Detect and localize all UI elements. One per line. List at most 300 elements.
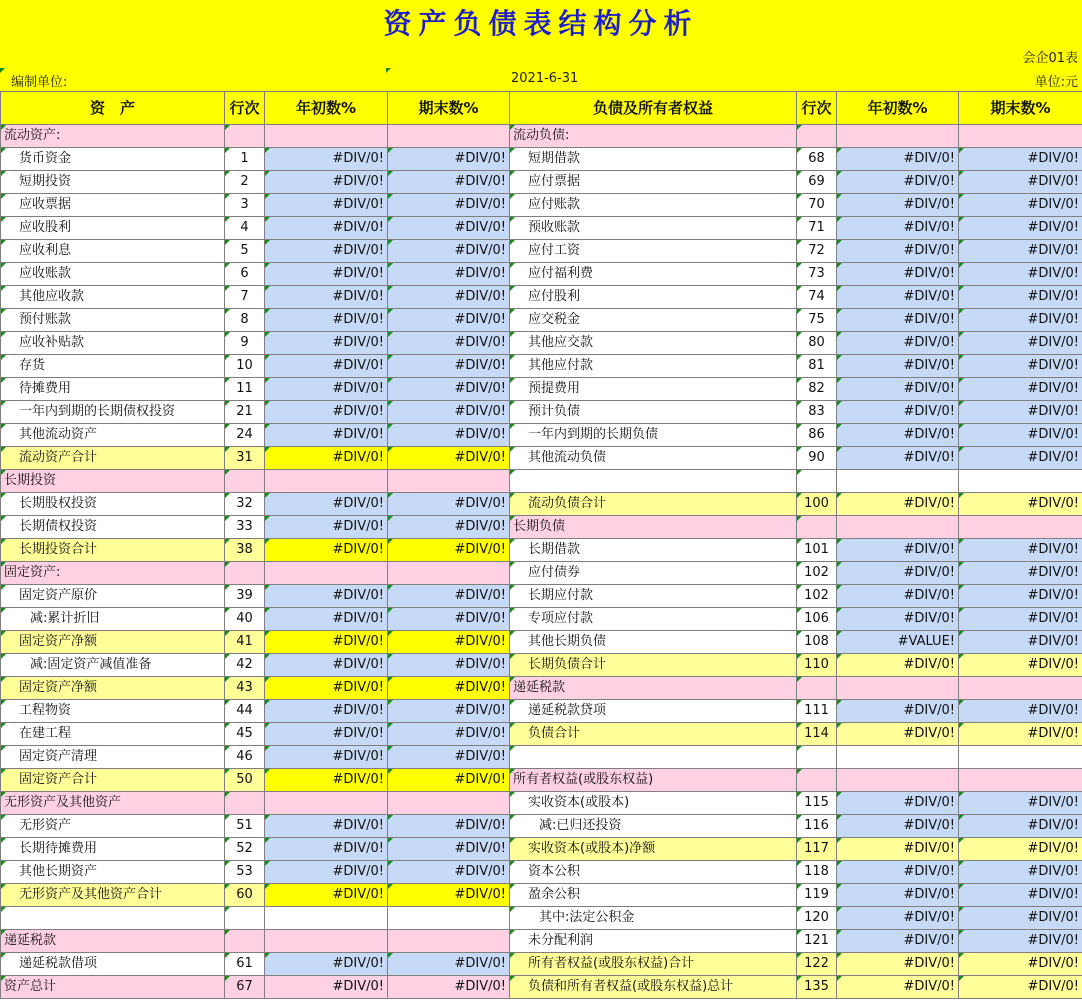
line-number-cell[interactable]: 80 — [797, 332, 837, 355]
end-pct-cell[interactable]: #DIV/0! — [959, 654, 1082, 677]
end-pct-cell[interactable]: #DIV/0! — [388, 723, 510, 746]
begin-pct-cell[interactable]: #DIV/0! — [265, 240, 388, 263]
begin-pct-cell[interactable]: #DIV/0! — [837, 953, 959, 976]
end-pct-cell[interactable] — [959, 125, 1082, 148]
line-number-cell[interactable]: 5 — [225, 240, 265, 263]
end-pct-cell[interactable]: #DIV/0! — [959, 585, 1082, 608]
begin-pct-cell[interactable]: #DIV/0! — [265, 723, 388, 746]
begin-pct-cell[interactable]: #DIV/0! — [265, 861, 388, 884]
begin-pct-cell[interactable]: #DIV/0! — [837, 493, 959, 516]
begin-pct-cell[interactable]: #DIV/0! — [265, 263, 388, 286]
item-name-cell[interactable]: 存货 — [1, 355, 225, 378]
header-begin-pct-right[interactable]: 年初数% — [837, 92, 959, 125]
item-name-cell[interactable]: 应收票据 — [1, 194, 225, 217]
item-name-cell[interactable]: 预计负债 — [510, 401, 797, 424]
item-name-cell[interactable]: 固定资产净额 — [1, 677, 225, 700]
line-number-cell[interactable]: 42 — [225, 654, 265, 677]
item-name-cell[interactable]: 待摊费用 — [1, 378, 225, 401]
line-number-cell[interactable]: 68 — [797, 148, 837, 171]
end-pct-cell[interactable]: #DIV/0! — [388, 332, 510, 355]
begin-pct-cell[interactable]: #DIV/0! — [265, 194, 388, 217]
item-name-cell[interactable]: 预收账款 — [510, 217, 797, 240]
begin-pct-cell[interactable]: #DIV/0! — [265, 286, 388, 309]
end-pct-cell[interactable]: #DIV/0! — [388, 447, 510, 470]
begin-pct-cell[interactable]: #DIV/0! — [265, 217, 388, 240]
begin-pct-cell[interactable]: #DIV/0! — [265, 148, 388, 171]
end-pct-cell[interactable] — [959, 470, 1082, 493]
end-pct-cell[interactable]: #DIV/0! — [959, 700, 1082, 723]
end-pct-cell[interactable] — [959, 746, 1082, 769]
line-number-cell[interactable] — [225, 125, 265, 148]
line-number-cell[interactable]: 4 — [225, 217, 265, 240]
begin-pct-cell[interactable] — [837, 746, 959, 769]
line-number-cell[interactable]: 11 — [225, 378, 265, 401]
line-number-cell[interactable] — [225, 470, 265, 493]
end-pct-cell[interactable]: #DIV/0! — [388, 677, 510, 700]
end-pct-cell[interactable] — [388, 930, 510, 953]
item-name-cell[interactable]: 工程物资 — [1, 700, 225, 723]
begin-pct-cell[interactable] — [837, 677, 959, 700]
item-name-cell[interactable]: 流动负债: — [510, 125, 797, 148]
line-number-cell[interactable]: 115 — [797, 792, 837, 815]
line-number-cell[interactable]: 101 — [797, 539, 837, 562]
item-name-cell[interactable]: 减:累计折旧 — [1, 608, 225, 631]
item-name-cell[interactable]: 其他应收款 — [1, 286, 225, 309]
line-number-cell[interactable]: 53 — [225, 861, 265, 884]
end-pct-cell[interactable]: #DIV/0! — [388, 355, 510, 378]
line-number-cell[interactable]: 46 — [225, 746, 265, 769]
end-pct-cell[interactable]: #DIV/0! — [959, 355, 1082, 378]
end-pct-cell[interactable]: #DIV/0! — [388, 263, 510, 286]
line-number-cell[interactable]: 111 — [797, 700, 837, 723]
end-pct-cell[interactable]: #DIV/0! — [959, 861, 1082, 884]
item-name-cell[interactable]: 负债和所有者权益(或股东权益)总计 — [510, 976, 797, 999]
end-pct-cell[interactable]: #DIV/0! — [388, 884, 510, 907]
line-number-cell[interactable]: 86 — [797, 424, 837, 447]
line-number-cell[interactable] — [797, 125, 837, 148]
item-name-cell[interactable]: 预提费用 — [510, 378, 797, 401]
item-name-cell[interactable] — [510, 746, 797, 769]
item-name-cell[interactable]: 流动负债合计 — [510, 493, 797, 516]
begin-pct-cell[interactable]: #DIV/0! — [837, 861, 959, 884]
line-number-cell[interactable]: 71 — [797, 217, 837, 240]
begin-pct-cell[interactable]: #DIV/0! — [837, 447, 959, 470]
item-name-cell[interactable]: 长期股权投资 — [1, 493, 225, 516]
line-number-cell[interactable]: 50 — [225, 769, 265, 792]
item-name-cell[interactable]: 资本公积 — [510, 861, 797, 884]
line-number-cell[interactable]: 73 — [797, 263, 837, 286]
begin-pct-cell[interactable]: #DIV/0! — [837, 562, 959, 585]
item-name-cell[interactable]: 盈余公积 — [510, 884, 797, 907]
begin-pct-cell[interactable] — [837, 125, 959, 148]
end-pct-cell[interactable] — [388, 125, 510, 148]
line-number-cell[interactable]: 3 — [225, 194, 265, 217]
item-name-cell[interactable]: 短期投资 — [1, 171, 225, 194]
item-name-cell[interactable]: 其中:法定公积金 — [510, 907, 797, 930]
begin-pct-cell[interactable]: #DIV/0! — [837, 286, 959, 309]
begin-pct-cell[interactable]: #DIV/0! — [837, 217, 959, 240]
end-pct-cell[interactable]: #DIV/0! — [959, 286, 1082, 309]
begin-pct-cell[interactable]: #DIV/0! — [265, 424, 388, 447]
end-pct-cell[interactable]: #DIV/0! — [388, 815, 510, 838]
item-name-cell[interactable]: 递延税款贷项 — [510, 700, 797, 723]
end-pct-cell[interactable]: #DIV/0! — [959, 401, 1082, 424]
line-number-cell[interactable]: 44 — [225, 700, 265, 723]
begin-pct-cell[interactable] — [265, 907, 388, 930]
end-pct-cell[interactable]: #DIV/0! — [959, 378, 1082, 401]
begin-pct-cell[interactable]: #DIV/0! — [837, 608, 959, 631]
end-pct-cell[interactable]: #DIV/0! — [959, 148, 1082, 171]
item-name-cell[interactable]: 预付账款 — [1, 309, 225, 332]
begin-pct-cell[interactable]: #DIV/0! — [265, 355, 388, 378]
line-number-cell[interactable]: 60 — [225, 884, 265, 907]
item-name-cell[interactable]: 其他长期负债 — [510, 631, 797, 654]
item-name-cell[interactable]: 其他应交款 — [510, 332, 797, 355]
end-pct-cell[interactable]: #DIV/0! — [388, 217, 510, 240]
header-liabilities-equity[interactable]: 负债及所有者权益 — [510, 92, 797, 125]
end-pct-cell[interactable]: #DIV/0! — [388, 838, 510, 861]
line-number-cell[interactable] — [225, 907, 265, 930]
end-pct-cell[interactable]: #DIV/0! — [388, 608, 510, 631]
header-end-pct-right[interactable]: 期末数% — [959, 92, 1082, 125]
item-name-cell[interactable]: 递延税款 — [510, 677, 797, 700]
begin-pct-cell[interactable]: #DIV/0! — [265, 493, 388, 516]
end-pct-cell[interactable]: #DIV/0! — [388, 769, 510, 792]
begin-pct-cell[interactable]: #DIV/0! — [837, 194, 959, 217]
item-name-cell[interactable]: 应交税金 — [510, 309, 797, 332]
line-number-cell[interactable]: 118 — [797, 861, 837, 884]
item-name-cell[interactable]: 长期债权投资 — [1, 516, 225, 539]
end-pct-cell[interactable]: #DIV/0! — [959, 608, 1082, 631]
end-pct-cell[interactable]: #DIV/0! — [959, 194, 1082, 217]
line-number-cell[interactable]: 82 — [797, 378, 837, 401]
item-name-cell[interactable]: 一年内到期的长期负债 — [510, 424, 797, 447]
line-number-cell[interactable]: 110 — [797, 654, 837, 677]
item-name-cell[interactable] — [510, 470, 797, 493]
item-name-cell[interactable]: 应付账款 — [510, 194, 797, 217]
end-pct-cell[interactable]: #DIV/0! — [959, 217, 1082, 240]
item-name-cell[interactable]: 固定资产清理 — [1, 746, 225, 769]
line-number-cell[interactable]: 10 — [225, 355, 265, 378]
line-number-cell[interactable]: 51 — [225, 815, 265, 838]
begin-pct-cell[interactable]: #DIV/0! — [837, 332, 959, 355]
end-pct-cell[interactable]: #DIV/0! — [959, 884, 1082, 907]
header-begin-pct[interactable]: 年初数% — [265, 92, 388, 125]
line-number-cell[interactable]: 9 — [225, 332, 265, 355]
begin-pct-cell[interactable]: #DIV/0! — [265, 677, 388, 700]
item-name-cell[interactable]: 其他流动负债 — [510, 447, 797, 470]
header-assets[interactable]: 资 产 — [1, 92, 225, 125]
item-name-cell[interactable]: 长期投资 — [1, 470, 225, 493]
item-name-cell[interactable]: 长期借款 — [510, 539, 797, 562]
line-number-cell[interactable]: 40 — [225, 608, 265, 631]
begin-pct-cell[interactable]: #DIV/0! — [265, 539, 388, 562]
line-number-cell[interactable]: 108 — [797, 631, 837, 654]
begin-pct-cell[interactable]: #DIV/0! — [837, 838, 959, 861]
item-name-cell[interactable]: 应付福利费 — [510, 263, 797, 286]
line-number-cell[interactable]: 74 — [797, 286, 837, 309]
end-pct-cell[interactable]: #DIV/0! — [388, 976, 510, 999]
end-pct-cell[interactable]: #DIV/0! — [959, 723, 1082, 746]
end-pct-cell[interactable]: #DIV/0! — [388, 148, 510, 171]
line-number-cell[interactable]: 67 — [225, 976, 265, 999]
item-name-cell[interactable]: 应付股利 — [510, 286, 797, 309]
line-number-cell[interactable]: 119 — [797, 884, 837, 907]
begin-pct-cell[interactable] — [837, 470, 959, 493]
line-number-cell[interactable] — [797, 746, 837, 769]
begin-pct-cell[interactable]: #DIV/0! — [265, 815, 388, 838]
begin-pct-cell[interactable]: #DIV/0! — [265, 976, 388, 999]
end-pct-cell[interactable] — [959, 769, 1082, 792]
end-pct-cell[interactable]: #DIV/0! — [388, 631, 510, 654]
line-number-cell[interactable]: 32 — [225, 493, 265, 516]
end-pct-cell[interactable]: #DIV/0! — [388, 424, 510, 447]
item-name-cell[interactable] — [1, 907, 225, 930]
line-number-cell[interactable]: 102 — [797, 562, 837, 585]
line-number-cell[interactable]: 100 — [797, 493, 837, 516]
item-name-cell[interactable]: 专项应付款 — [510, 608, 797, 631]
item-name-cell[interactable]: 货币资金 — [1, 148, 225, 171]
line-number-cell[interactable]: 21 — [225, 401, 265, 424]
begin-pct-cell[interactable]: #DIV/0! — [265, 884, 388, 907]
line-number-cell[interactable]: 72 — [797, 240, 837, 263]
line-number-cell[interactable]: 33 — [225, 516, 265, 539]
item-name-cell[interactable]: 长期负债合计 — [510, 654, 797, 677]
line-number-cell[interactable]: 52 — [225, 838, 265, 861]
begin-pct-cell[interactable] — [265, 562, 388, 585]
line-number-cell[interactable]: 39 — [225, 585, 265, 608]
line-number-cell[interactable]: 6 — [225, 263, 265, 286]
end-pct-cell[interactable]: #DIV/0! — [388, 378, 510, 401]
item-name-cell[interactable]: 应付工资 — [510, 240, 797, 263]
line-number-cell[interactable]: 69 — [797, 171, 837, 194]
begin-pct-cell[interactable]: #DIV/0! — [837, 309, 959, 332]
line-number-cell[interactable]: 38 — [225, 539, 265, 562]
begin-pct-cell[interactable]: #DIV/0! — [837, 792, 959, 815]
item-name-cell[interactable]: 所有者权益(或股东权益) — [510, 769, 797, 792]
item-name-cell[interactable]: 资产总计 — [1, 976, 225, 999]
line-number-cell[interactable]: 81 — [797, 355, 837, 378]
item-name-cell[interactable]: 无形资产及其他资产 — [1, 792, 225, 815]
line-number-cell[interactable] — [797, 769, 837, 792]
line-number-cell[interactable]: 120 — [797, 907, 837, 930]
line-number-cell[interactable]: 116 — [797, 815, 837, 838]
begin-pct-cell[interactable] — [837, 516, 959, 539]
begin-pct-cell[interactable] — [265, 125, 388, 148]
item-name-cell[interactable]: 应收股利 — [1, 217, 225, 240]
end-pct-cell[interactable]: #DIV/0! — [959, 332, 1082, 355]
begin-pct-cell[interactable]: #DIV/0! — [265, 746, 388, 769]
item-name-cell[interactable]: 固定资产合计 — [1, 769, 225, 792]
line-number-cell[interactable] — [225, 562, 265, 585]
begin-pct-cell[interactable]: #DIV/0! — [837, 355, 959, 378]
end-pct-cell[interactable]: #DIV/0! — [388, 171, 510, 194]
end-pct-cell[interactable]: #DIV/0! — [959, 815, 1082, 838]
item-name-cell[interactable]: 其他长期资产 — [1, 861, 225, 884]
end-pct-cell[interactable] — [388, 562, 510, 585]
end-pct-cell[interactable]: #DIV/0! — [388, 309, 510, 332]
begin-pct-cell[interactable]: #DIV/0! — [265, 838, 388, 861]
end-pct-cell[interactable]: #DIV/0! — [959, 631, 1082, 654]
end-pct-cell[interactable]: #DIV/0! — [959, 171, 1082, 194]
end-pct-cell[interactable]: #DIV/0! — [388, 585, 510, 608]
end-pct-cell[interactable]: #DIV/0! — [959, 309, 1082, 332]
header-line-no-right[interactable]: 行次 — [797, 92, 837, 125]
begin-pct-cell[interactable]: #DIV/0! — [837, 700, 959, 723]
end-pct-cell[interactable] — [388, 470, 510, 493]
begin-pct-cell[interactable]: #DIV/0! — [265, 769, 388, 792]
begin-pct-cell[interactable]: #DIV/0! — [265, 171, 388, 194]
item-name-cell[interactable]: 应收补贴款 — [1, 332, 225, 355]
line-number-cell[interactable] — [797, 516, 837, 539]
end-pct-cell[interactable]: #DIV/0! — [959, 493, 1082, 516]
end-pct-cell[interactable]: #DIV/0! — [959, 240, 1082, 263]
end-pct-cell[interactable]: #DIV/0! — [959, 953, 1082, 976]
end-pct-cell[interactable]: #DIV/0! — [959, 976, 1082, 999]
line-number-cell[interactable]: 31 — [225, 447, 265, 470]
begin-pct-cell[interactable]: #DIV/0! — [265, 516, 388, 539]
end-pct-cell[interactable]: #DIV/0! — [959, 838, 1082, 861]
line-number-cell[interactable]: 1 — [225, 148, 265, 171]
begin-pct-cell[interactable]: #DIV/0! — [837, 240, 959, 263]
begin-pct-cell[interactable]: #DIV/0! — [837, 585, 959, 608]
line-number-cell[interactable]: 8 — [225, 309, 265, 332]
end-pct-cell[interactable]: #DIV/0! — [959, 562, 1082, 585]
line-number-cell[interactable]: 83 — [797, 401, 837, 424]
item-name-cell[interactable]: 其他应付款 — [510, 355, 797, 378]
begin-pct-cell[interactable]: #DIV/0! — [837, 815, 959, 838]
header-line-no[interactable]: 行次 — [225, 92, 265, 125]
item-name-cell[interactable]: 所有者权益(或股东权益)合计 — [510, 953, 797, 976]
item-name-cell[interactable]: 流动资产合计 — [1, 447, 225, 470]
item-name-cell[interactable]: 无形资产 — [1, 815, 225, 838]
item-name-cell[interactable]: 应付债券 — [510, 562, 797, 585]
begin-pct-cell[interactable]: #DIV/0! — [265, 608, 388, 631]
header-end-pct[interactable]: 期末数% — [388, 92, 510, 125]
begin-pct-cell[interactable]: #DIV/0! — [837, 148, 959, 171]
item-name-cell[interactable]: 短期借款 — [510, 148, 797, 171]
line-number-cell[interactable]: 122 — [797, 953, 837, 976]
begin-pct-cell[interactable]: #DIV/0! — [265, 447, 388, 470]
item-name-cell[interactable]: 应付票据 — [510, 171, 797, 194]
end-pct-cell[interactable]: #DIV/0! — [388, 953, 510, 976]
item-name-cell[interactable]: 长期待摊费用 — [1, 838, 225, 861]
begin-pct-cell[interactable]: #DIV/0! — [837, 539, 959, 562]
line-number-cell[interactable]: 7 — [225, 286, 265, 309]
item-name-cell[interactable]: 减:固定资产减值准备 — [1, 654, 225, 677]
end-pct-cell[interactable]: #DIV/0! — [388, 746, 510, 769]
line-number-cell[interactable] — [797, 470, 837, 493]
begin-pct-cell[interactable]: #DIV/0! — [265, 631, 388, 654]
line-number-cell[interactable] — [797, 677, 837, 700]
item-name-cell[interactable]: 递延税款 — [1, 930, 225, 953]
line-number-cell[interactable]: 90 — [797, 447, 837, 470]
item-name-cell[interactable]: 长期负债 — [510, 516, 797, 539]
line-number-cell[interactable]: 114 — [797, 723, 837, 746]
item-name-cell[interactable]: 减:已归还投资 — [510, 815, 797, 838]
item-name-cell[interactable]: 应收利息 — [1, 240, 225, 263]
item-name-cell[interactable]: 固定资产净额 — [1, 631, 225, 654]
end-pct-cell[interactable]: #DIV/0! — [959, 539, 1082, 562]
end-pct-cell[interactable]: #DIV/0! — [959, 263, 1082, 286]
begin-pct-cell[interactable]: #DIV/0! — [837, 263, 959, 286]
item-name-cell[interactable]: 长期应付款 — [510, 585, 797, 608]
begin-pct-cell[interactable]: #DIV/0! — [265, 378, 388, 401]
begin-pct-cell[interactable] — [837, 769, 959, 792]
begin-pct-cell[interactable]: #DIV/0! — [837, 884, 959, 907]
end-pct-cell[interactable]: #DIV/0! — [959, 447, 1082, 470]
end-pct-cell[interactable]: #DIV/0! — [388, 654, 510, 677]
line-number-cell[interactable]: 61 — [225, 953, 265, 976]
end-pct-cell[interactable] — [959, 516, 1082, 539]
end-pct-cell[interactable]: #DIV/0! — [959, 930, 1082, 953]
item-name-cell[interactable]: 无形资产及其他资产合计 — [1, 884, 225, 907]
item-name-cell[interactable]: 在建工程 — [1, 723, 225, 746]
line-number-cell[interactable]: 45 — [225, 723, 265, 746]
line-number-cell[interactable] — [225, 930, 265, 953]
begin-pct-cell[interactable]: #DIV/0! — [837, 378, 959, 401]
end-pct-cell[interactable]: #DIV/0! — [959, 424, 1082, 447]
begin-pct-cell[interactable]: #DIV/0! — [837, 723, 959, 746]
item-name-cell[interactable]: 实收资本(或股本) — [510, 792, 797, 815]
end-pct-cell[interactable] — [388, 907, 510, 930]
item-name-cell[interactable]: 实收资本(或股本)净额 — [510, 838, 797, 861]
begin-pct-cell[interactable]: #DIV/0! — [265, 309, 388, 332]
line-number-cell[interactable]: 121 — [797, 930, 837, 953]
line-number-cell[interactable]: 70 — [797, 194, 837, 217]
line-number-cell[interactable] — [225, 792, 265, 815]
line-number-cell[interactable]: 135 — [797, 976, 837, 999]
end-pct-cell[interactable]: #DIV/0! — [388, 286, 510, 309]
begin-pct-cell[interactable]: #VALUE! — [837, 631, 959, 654]
item-name-cell[interactable]: 流动资产: — [1, 125, 225, 148]
end-pct-cell[interactable]: #DIV/0! — [959, 907, 1082, 930]
item-name-cell[interactable]: 其他流动资产 — [1, 424, 225, 447]
line-number-cell[interactable]: 24 — [225, 424, 265, 447]
end-pct-cell[interactable]: #DIV/0! — [388, 700, 510, 723]
begin-pct-cell[interactable]: #DIV/0! — [265, 700, 388, 723]
end-pct-cell[interactable] — [959, 677, 1082, 700]
begin-pct-cell[interactable]: #DIV/0! — [837, 976, 959, 999]
line-number-cell[interactable]: 43 — [225, 677, 265, 700]
end-pct-cell[interactable]: #DIV/0! — [388, 240, 510, 263]
begin-pct-cell[interactable]: #DIV/0! — [265, 654, 388, 677]
line-number-cell[interactable]: 2 — [225, 171, 265, 194]
begin-pct-cell[interactable]: #DIV/0! — [837, 171, 959, 194]
end-pct-cell[interactable]: #DIV/0! — [959, 792, 1082, 815]
item-name-cell[interactable]: 负债合计 — [510, 723, 797, 746]
item-name-cell[interactable]: 递延税款借项 — [1, 953, 225, 976]
line-number-cell[interactable]: 75 — [797, 309, 837, 332]
end-pct-cell[interactable]: #DIV/0! — [388, 401, 510, 424]
line-number-cell[interactable]: 102 — [797, 585, 837, 608]
begin-pct-cell[interactable]: #DIV/0! — [837, 401, 959, 424]
item-name-cell[interactable]: 未分配利润 — [510, 930, 797, 953]
item-name-cell[interactable]: 应收账款 — [1, 263, 225, 286]
line-number-cell[interactable]: 117 — [797, 838, 837, 861]
begin-pct-cell[interactable]: #DIV/0! — [265, 953, 388, 976]
begin-pct-cell[interactable] — [265, 792, 388, 815]
item-name-cell[interactable]: 一年内到期的长期债权投资 — [1, 401, 225, 424]
begin-pct-cell[interactable] — [265, 930, 388, 953]
end-pct-cell[interactable] — [388, 792, 510, 815]
end-pct-cell[interactable]: #DIV/0! — [388, 493, 510, 516]
line-number-cell[interactable]: 106 — [797, 608, 837, 631]
end-pct-cell[interactable]: #DIV/0! — [388, 539, 510, 562]
item-name-cell[interactable]: 固定资产原价 — [1, 585, 225, 608]
begin-pct-cell[interactable]: #DIV/0! — [265, 585, 388, 608]
begin-pct-cell[interactable] — [265, 470, 388, 493]
